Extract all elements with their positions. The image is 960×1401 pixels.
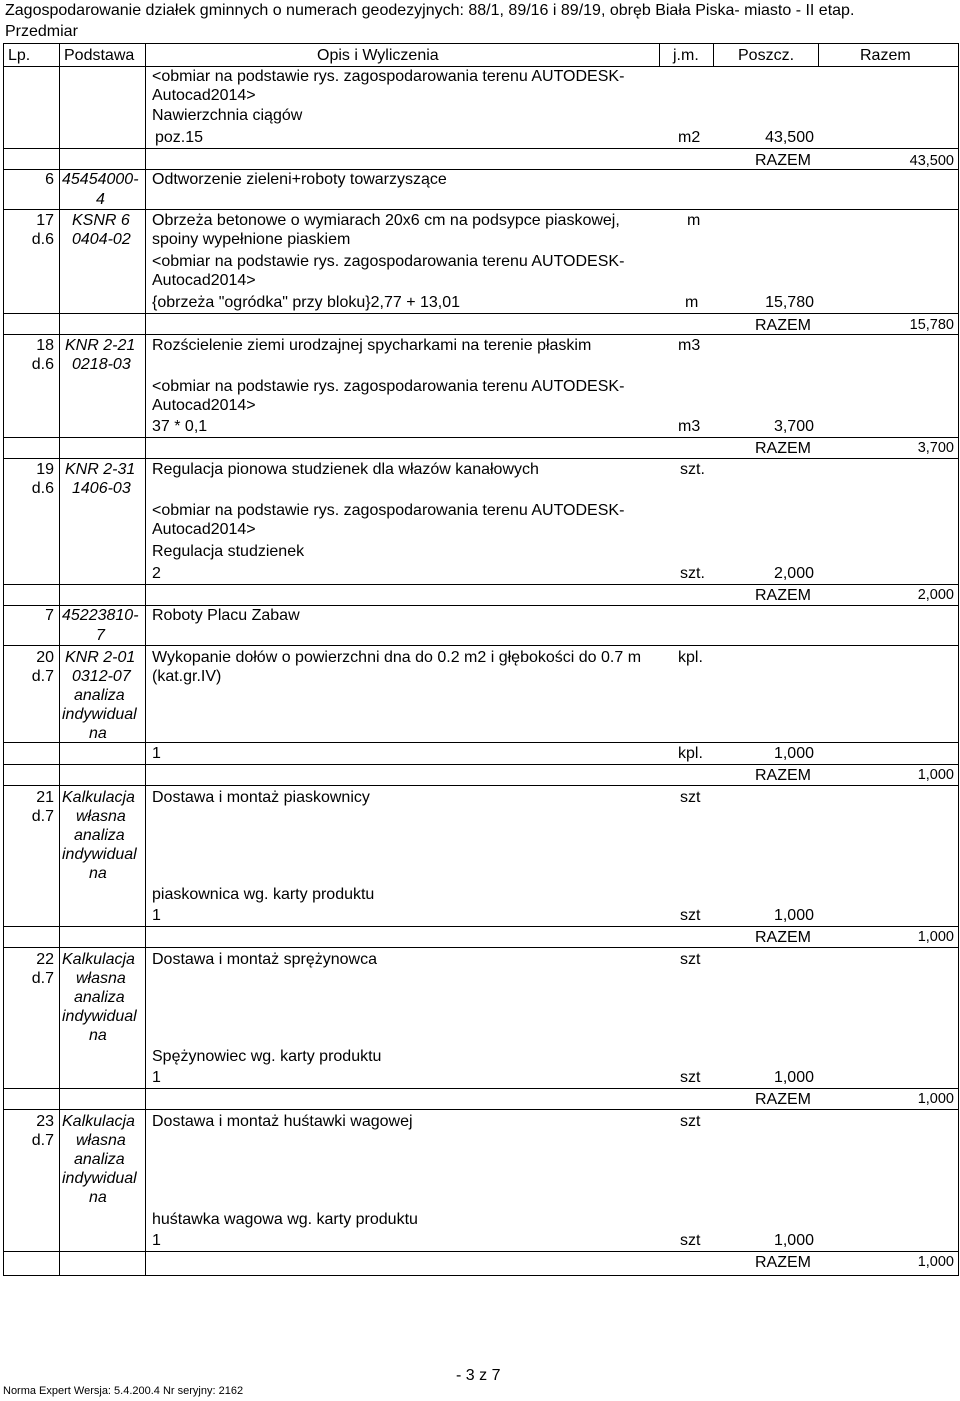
column-header-razem: Razem (860, 47, 911, 64)
calc-unit: szt (680, 907, 701, 924)
calc-note: huśtawka wagowa wg. karty produktu (152, 1211, 418, 1228)
item-basis: na (89, 1189, 107, 1206)
item-basis: KSNR 6 (72, 212, 130, 229)
calc-value: 43,500 (765, 129, 814, 146)
item-description: Regulacja pionowa studzienek dla włazów kanałowych (152, 461, 539, 478)
item-subsection: d.6 (31, 356, 54, 373)
document-subtitle: Przedmiar (5, 23, 78, 40)
item-subsection: d.7 (31, 668, 54, 685)
column-header-jm: j.m. (673, 47, 699, 64)
calc-note: Spężynowiec wg. karty produktu (152, 1048, 382, 1065)
calc-note: Nawierzchnia ciągów (152, 107, 303, 124)
item-basis: własna (76, 808, 126, 825)
calc-unit: m3 (678, 418, 701, 435)
column-header-opis: Opis i Wyliczenia (317, 47, 439, 64)
section-code: 4 (96, 191, 105, 208)
calc-unit: szt. (680, 565, 705, 582)
item-number: 19 (36, 461, 54, 478)
calc-value: 1,000 (773, 1232, 814, 1249)
page-number: - 3 z 7 (456, 1367, 501, 1384)
item-subsection: d.7 (31, 970, 54, 987)
razem-value: 1,000 (917, 1091, 954, 1107)
item-basis: analiza (74, 989, 125, 1006)
section-title: Roboty Placu Zabaw (152, 607, 300, 624)
calc-text: 1 (152, 1232, 161, 1249)
razem-value: 1,000 (917, 767, 954, 783)
item-unit: m (687, 212, 701, 229)
razem-label: RAZEM (755, 767, 811, 784)
obmiar-note: Autocad2014> (152, 521, 256, 538)
razem-label: RAZEM (755, 929, 811, 946)
razem-label: RAZEM (755, 152, 811, 169)
razem-label: RAZEM (755, 317, 811, 334)
razem-label: RAZEM (755, 440, 811, 457)
obmiar-note: <obmiar na podstawie rys. zagospodarowania terenu AUTODESK- (152, 502, 625, 519)
item-basis: własna (76, 1132, 126, 1149)
item-unit: kpl. (678, 649, 703, 666)
calc-text: {obrzeża "ogródka" przy bloku}2,77 + 13,01 (152, 294, 461, 311)
item-basis: KNR 2-21 (65, 337, 136, 354)
calc-text: 1 (152, 1069, 161, 1086)
razem-label: RAZEM (755, 1254, 811, 1271)
column-header-poszcz: Poszcz. (738, 47, 795, 64)
razem-value: 15,780 (909, 317, 954, 333)
razem-label: RAZEM (755, 1091, 811, 1108)
calc-text: 37 * 0,1 (152, 418, 208, 435)
column-header-lp: Lp. (8, 47, 31, 64)
item-number: 18 (36, 337, 54, 354)
item-basis: własna (76, 970, 126, 987)
item-description: Dostawa i montaż huśtawki wagowej (152, 1113, 413, 1130)
obmiar-note: Autocad2014> (152, 397, 256, 414)
calc-value: 1,000 (773, 907, 814, 924)
item-subsection: d.6 (31, 231, 54, 248)
item-unit: szt (680, 951, 701, 968)
column-header-podstawa: Podstawa (64, 47, 135, 64)
item-description: Wykopanie dołów o powierzchni dna do 0.2 m2 i głębokości do 0.7 m (152, 649, 642, 666)
section-code: 45223810- (62, 607, 139, 624)
item-subsection: d.7 (31, 1132, 54, 1149)
obmiar-note: <obmiar na podstawie rys. zagospodarowania terenu AUTODESK- (152, 378, 625, 395)
calc-text: 1 (152, 907, 161, 924)
item-number: 21 (36, 789, 54, 806)
item-number: 23 (36, 1113, 54, 1130)
item-basis: KNR 2-01 (65, 649, 136, 666)
document-title: Zagospodarowanie działek gminnych o numerach geodezyjnych: 88/1, 89/16 i 89/19, obręb Biała Piska- miasto - II etap. (5, 2, 855, 19)
calc-unit: m2 (678, 129, 701, 146)
item-basis: na (89, 725, 107, 742)
item-basis: Kalkulacja (62, 789, 135, 806)
item-basis: 0404-02 (72, 231, 131, 248)
item-basis: Kalkulacja (62, 951, 135, 968)
obmiar-note: Autocad2014> (152, 272, 256, 289)
item-basis: Kalkulacja (62, 1113, 135, 1130)
razem-value: 3,700 (917, 440, 954, 456)
section-code: 7 (96, 627, 105, 644)
section-title: Odtworzenie zieleni+roboty towarzyszące (152, 171, 447, 188)
calc-note: Regulacja studzienek (152, 543, 305, 560)
item-basis: na (89, 1027, 107, 1044)
item-basis: indywidual (62, 1008, 137, 1025)
razem-value: 2,000 (917, 587, 954, 603)
calc-value: 3,700 (773, 418, 814, 435)
item-subsection: d.7 (31, 808, 54, 825)
item-basis: analiza (74, 1151, 125, 1168)
calc-unit: szt (680, 1232, 701, 1249)
item-number: 20 (36, 649, 54, 666)
item-basis: 0218-03 (72, 356, 131, 373)
item-basis: analiza (74, 687, 125, 704)
item-basis: indywidual (62, 1170, 137, 1187)
calc-unit: kpl. (678, 745, 703, 762)
calc-value: 1,000 (773, 745, 814, 762)
item-unit: szt (680, 1113, 701, 1130)
item-description: Dostawa i montaż piaskownicy (152, 789, 370, 806)
section-number: 7 (45, 607, 54, 624)
item-basis: 1406-03 (72, 480, 131, 497)
razem-value: 1,000 (917, 929, 954, 945)
item-description: Dostawa i montaż sprężynowca (152, 951, 377, 968)
item-description: spoiny wypełnione piaskiem (152, 231, 351, 248)
calc-unit: szt (680, 1069, 701, 1086)
item-basis: analiza (74, 827, 125, 844)
calc-text: poz.15 (155, 129, 204, 146)
calc-unit: m (685, 294, 699, 311)
item-unit: szt. (680, 461, 705, 478)
item-description: (kat.gr.IV) (152, 668, 222, 685)
obmiar-note: <obmiar na podstawie rys. zagospodarowania terenu AUTODESK- (152, 68, 625, 85)
item-description: Rozścielenie ziemi urodzajnej spycharkami na terenie płaskim (152, 337, 592, 354)
obmiar-note: <obmiar na podstawie rys. zagospodarowania terenu AUTODESK- (152, 253, 625, 270)
item-number: 17 (36, 212, 54, 229)
calc-value: 15,780 (765, 294, 814, 311)
obmiar-note: Autocad2014> (152, 87, 256, 104)
calc-value: 1,000 (773, 1069, 814, 1086)
calc-text: 1 (152, 745, 161, 762)
software-footer: Norma Expert Wersja: 5.4.200.4 Nr seryjny: 2162 (3, 1385, 244, 1397)
item-basis: indywidual (62, 706, 137, 723)
calc-value: 2,000 (773, 565, 814, 582)
section-code: 45454000- (62, 171, 139, 188)
razem-value: 1,000 (917, 1254, 954, 1270)
item-basis: indywidual (62, 846, 137, 863)
item-subsection: d.6 (31, 480, 54, 497)
calc-note: piaskownica wg. karty produktu (152, 886, 375, 903)
item-number: 22 (36, 951, 54, 968)
razem-value: 43,500 (909, 153, 954, 169)
item-basis: 0312-07 (72, 668, 131, 685)
item-unit: szt (680, 789, 701, 806)
section-number: 6 (45, 171, 54, 188)
item-basis: na (89, 865, 107, 882)
item-description: Obrzeża betonowe o wymiarach 20x6 cm na podsypce piaskowej, (152, 212, 620, 229)
item-basis: KNR 2-31 (65, 461, 136, 478)
calc-text: 2 (152, 565, 161, 582)
razem-label: RAZEM (755, 587, 811, 604)
item-unit: m3 (678, 337, 701, 354)
